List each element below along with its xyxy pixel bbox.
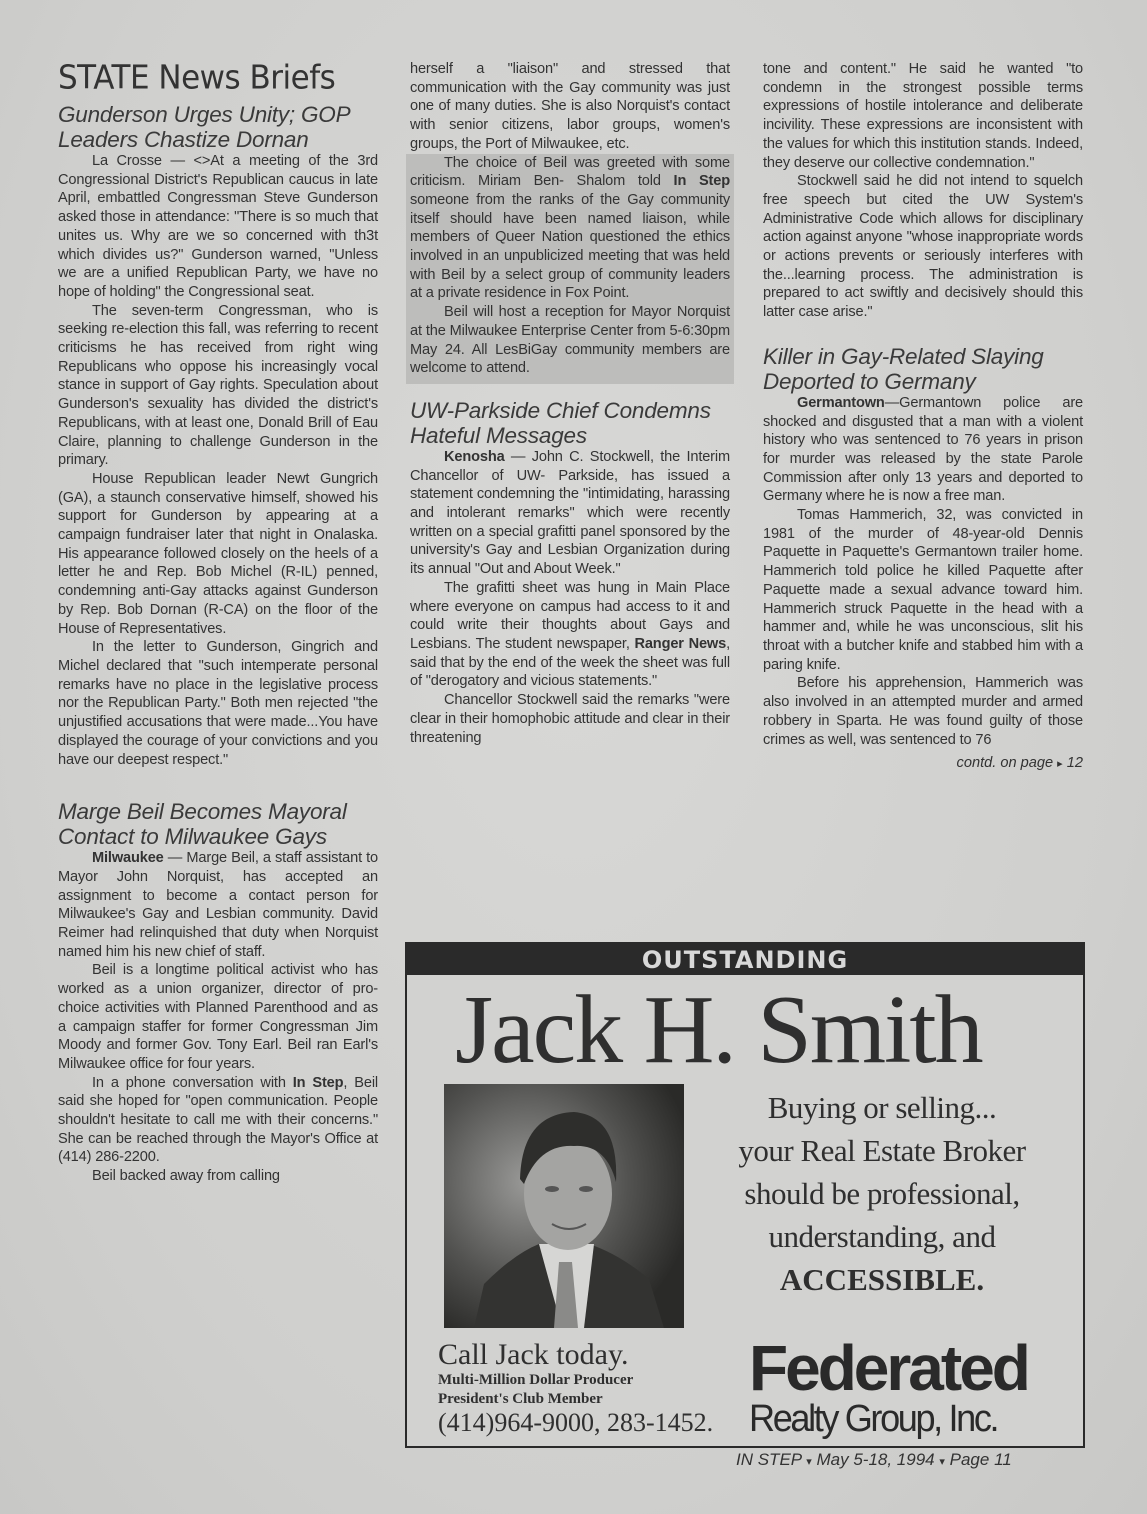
article-headline: Marge Beil Becomes Mayoral Contact to Milwaukee Gays bbox=[58, 799, 347, 850]
article-paragraph: Stockwell said he did not intend to squelch free speech but cited the UW System's Administrative Code which allows for disciplinary action against anyone "whose inappropriate words or actions prevents or seriously interferes with the...learning process. The administration is prepared to act swiftly and decisively should this latter case arise." bbox=[763, 173, 1083, 321]
article-paragraph: Milwaukee — Marge Beil, a staff assistant to Mayor John Norquist, has accepted an assignment to become a contact person for Milwaukee's Gay and Lesbian community. David Reimer had relinquished that duty when Norquist named him his new chief of staff. bbox=[58, 850, 378, 960]
article-paragraph: La Crosse — <>At a meeting of the 3rd Congressional District's Republican caucus in late April, embattled Congressman Steve Gunderson asked those in attendance: "There is so much that unites us. Why are we so concerned with th3t which divides us?" Gunderson warned, "Unless we are a unified Republican Party, we have no hope of holding" the Congressional seat. bbox=[58, 153, 378, 300]
article-paragraph: Tomas Hammerich, 32, was convicted in 1981 of the murder of 48-year-old Dennis Paquette in Paquette's Germantown trailer home. Hammerich told police he killed Paquette after Paquette made a sexual advance toward him. Hammerich struck Paquette in the head with a hammer and, while he was unconscious, slit his throat with a butcher knife and stabbed him with a paring knife. bbox=[763, 507, 1083, 673]
publication-mention: In Step bbox=[673, 173, 730, 190]
article-paragraph: In a phone conversation with In Step, Beil said she hoped for "open communication. People shouldn't hesitate to call me with their concerns." She can be reached through the Mayor's Office at (414) 286-2200. bbox=[58, 1074, 378, 1166]
spacer bbox=[58, 769, 378, 799]
ad-call-to-action: Call Jack today. bbox=[438, 1338, 629, 1371]
dateline: Kenosha bbox=[444, 448, 505, 465]
article-parkside bbox=[410, 398, 730, 747]
article-headline: Gunderson Urges Unity; GOP Leaders Chastize Dornan bbox=[58, 102, 350, 152]
ad-banner: OUTSTANDING bbox=[407, 944, 1083, 975]
article-paragraph: In the letter to Gunderson, Gingrich and Michel declared that "such intemperate personal remarks have no place in the legislative process nor the Republican Party." Both men rejected "the unjustified accusations that were made...You have displayed the courage of your convictions and you have our deepest respect." bbox=[58, 639, 378, 768]
brand-name: Federated bbox=[749, 1332, 1028, 1404]
article-paragraph: Beil will host a reception for Mayor Norquist at the Milwaukee Enterprise Center from 5-6:30pm May 24. All LesBiGay community members are welcome to attend. bbox=[410, 304, 730, 377]
spacer bbox=[763, 322, 1083, 344]
ad-contact bbox=[438, 1339, 713, 1437]
article-paragraph: The choice of Beil was greeted with some criticism. Miriam Ben- Shalom told In Step someone from the ranks of the Gay community itself should have been named liaison, while members of Queer Nation questioned the ethics involved in an unpublicized meeting that was held with Beil by a select group of community leaders at a private residence in Fox Point. bbox=[410, 154, 730, 302]
shaded-box bbox=[406, 154, 734, 384]
ad-brand-logo bbox=[749, 1332, 1028, 1440]
spacer bbox=[410, 384, 730, 398]
article-headline: UW-Parkside Chief Condemns Hateful Messages bbox=[410, 397, 711, 448]
column-2 bbox=[410, 60, 730, 747]
article-paragraph: Before his apprehension, Hammerich was also involved in an attempted murder and armed robbery in Sparta. He was found guilty of those crimes as well, was sentenced to 76 bbox=[763, 675, 1083, 748]
portrait-illustration bbox=[444, 1084, 684, 1328]
article-paragraph: Beil backed away from calling bbox=[92, 1168, 280, 1185]
article-headline: Killer in Gay-Related Slaying Deported to Germany bbox=[763, 343, 1044, 394]
advertisement bbox=[405, 942, 1085, 1448]
ad-tagline: Buying or selling... your Real Estate Broker should be professional, understanding, and ACCESSIBLE. bbox=[738, 1090, 1026, 1297]
page-number: Page 11 bbox=[949, 1450, 1012, 1469]
article-paragraph: herself a "liaison" and stressed that communication with the Gay community was just one of many duties. She is also Norquist's contact with senior citizens, labor groups, women's groups, the Port of Milwaukee, etc. bbox=[410, 61, 730, 152]
triangle-separator-icon: ▾ bbox=[806, 1456, 812, 1468]
column-3 bbox=[763, 60, 1083, 771]
article-paragraph: The grafitti sheet was hung in Main Place where everyone on campus had access to it and could write their thoughts about Gays and Lesbians. The student newspaper, Ranger News, said that by the end of the week the sheet was full of "derogatory and vicious statements." bbox=[410, 579, 730, 690]
brand-subtitle: Realty Group, Inc. bbox=[749, 1398, 998, 1440]
article-paragraph: The seven-term Congressman, who is seeking re-election this fall, was referring to recent criticisms he has received from right wing Republicans who oppose his increasingly vocal stance in support of Gay rights. Speculation about Gunderson's sexuality has divided the district's Republicans, with at least one, Donald Brill of Eau Claire, planning to challenge Gunderson in the primary. bbox=[58, 302, 378, 469]
article-paragraph: Germantown—Germantown police are shocked and disgusted that a man with a violent history who was sentenced to 76 years in prison for murder was released by the state Parole Commission after only 13 years and deported to Germany where he is now a free man. bbox=[763, 394, 1083, 505]
ad-phone-numbers: (414)964-9000, 283-1452. bbox=[438, 1408, 714, 1437]
continued-page-number: 12 bbox=[1066, 755, 1083, 772]
section-title: STATE News Briefs bbox=[58, 59, 336, 97]
article-paragraph: House Republican leader Newt Gungrich (GA), a staunch conservative himself, showed his support for Gunderson by appearing at a campaign fundraiser later that night in Onalaska. His appearance followed closely on the heels of a letter he and Rep. Bob Michel (R-IL) penned, condemning anti-Gay attacks against Gunderson by Rep. Bob Dornan (R-CA) on the floor of the House of Representatives. bbox=[58, 470, 378, 637]
publication-mention: Ranger News bbox=[634, 635, 727, 652]
column-1 bbox=[58, 60, 378, 1186]
publication-mention: In Step bbox=[292, 1074, 344, 1091]
article-paragraph: Kenosha — John C. Stockwell, the Interim Chancellor of UW- Parkside, has issued a statement condemning the "intimidating, harassing and intolerant remarks" which were recently written on a special grafitti panel sponsored by the university's Gay and Lesbian Organization during its annual "Out and About Week." bbox=[410, 448, 730, 578]
dateline: La Crosse bbox=[92, 153, 162, 169]
article-paragraph: Beil is a longtime political activist who has worked as a union organizer, director of pro-choice activities with Planned Parenthood and as a campaign staffer for former Congressman Jim Moody and former Gov. Tony Earl. Beil ran Earl's Milwaukee office for four years. bbox=[58, 962, 378, 1072]
ad-credential: President's Club Member bbox=[438, 1391, 603, 1407]
article-paragraph: Chancellor Stockwell said the remarks "were clear in their homophobic attitude and clear in their threatening bbox=[410, 692, 730, 746]
dateline: Germantown bbox=[797, 394, 885, 411]
page-footer bbox=[736, 1450, 1012, 1470]
arrow-right-icon: ▸ bbox=[1057, 758, 1063, 771]
publication-name: IN STEP bbox=[736, 1450, 802, 1469]
triangle-separator-icon: ▾ bbox=[939, 1456, 945, 1468]
continued-link[interactable]: contd. on page ▸ 12 bbox=[956, 755, 1083, 772]
article-hammerich bbox=[763, 344, 1083, 771]
agent-portrait bbox=[444, 1084, 684, 1328]
issue-date: May 5-18, 1994 bbox=[816, 1450, 935, 1469]
article-paragraph: tone and content." He said he wanted "to condemn in the strongest possible terms expressions of hostile intolerance and deliberate incivility. These expressions are inconsistent with the values for which this institution stands. Indeed, they deserve our collective condemnation." bbox=[763, 61, 1083, 171]
dateline: Milwaukee bbox=[92, 850, 164, 867]
article-gunderson bbox=[58, 102, 378, 769]
article-beil bbox=[58, 799, 378, 1186]
ad-credential: Multi-Million Dollar Producer bbox=[438, 1372, 634, 1388]
ad-agent-name: Jack H. Smith bbox=[455, 976, 982, 1084]
